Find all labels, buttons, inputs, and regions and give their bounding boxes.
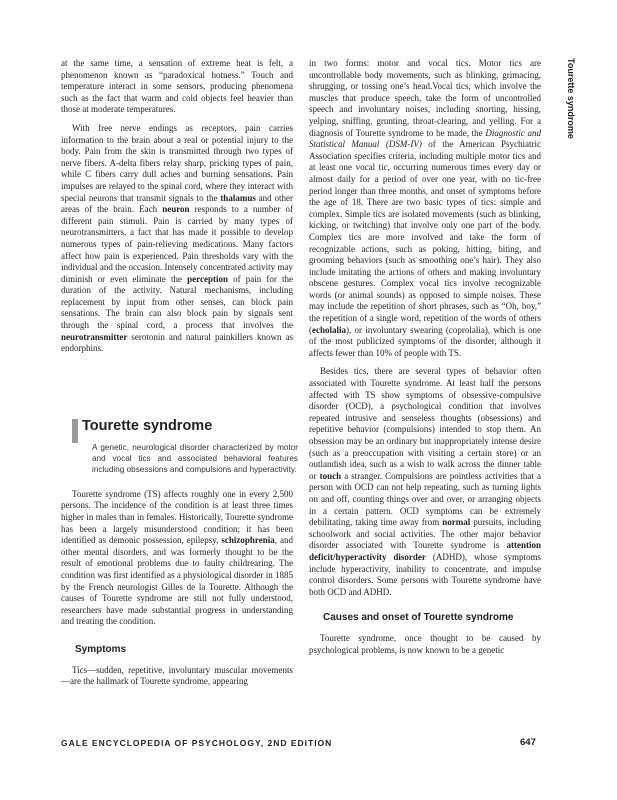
- text-run: serotonin and natural painkillers known as endorphins.: [61, 331, 293, 354]
- page-number: 647: [520, 737, 536, 748]
- left-column: [61, 58, 293, 688]
- citation-dsm: Diagnostic and Statistical Manual (DSM-IV): [309, 127, 542, 150]
- right-column: [309, 58, 541, 656]
- text-run: Tourette syndrome (TS) affects roughly one in every 2,500 persons. The incidence of the condition is at least three times higher in males than in females. Historically, Tourette syndrome has been a largely misunderstood condition; it has been identified as demonic possession, epilepsy,: [61, 488, 293, 546]
- text-run: of the American Psychiatric Association specifies criteria, including multiple motor tics and at least one vocal tic, occurring numerous times every day or almost daily for a period of over one year, with no tic-free period longer than three months, and onset of symptoms before the age of 18. There are two basic types of tics: simple and complex. Simple tics are isolated movements (such as blinking, kicking, or twitching) that involve only one part of the body. Complex tics are more involved and take the form of recognizable actions, such as poking, hitting, biting, and grooming behaviors (such as smoothing one’s hair). They also include imitating the actions of others and making involuntary obscene gestures. Complex vocal tics involve recognizable words (or animal sounds) as opposed to simple noises. These may include the repetition of short phrases, such as “Oh, boy,” the repetition of a single word, repetition of the words of others (: [309, 139, 542, 335]
- paragraph-causes: Tourette syndrome, once thought to be caused by psychological problems, is now known to be a genetic: [309, 632, 541, 655]
- text-run: ), or involuntary swearing (coprolalia), which is one of the most publicized symptoms of the disorder, although it affects fewer than 10% of people with TS.: [309, 324, 541, 358]
- feature-accent-bar: [72, 419, 78, 443]
- paragraph-pain: [61, 123, 293, 355]
- feature-title: Tourette syndrome: [82, 418, 213, 434]
- running-head-tab: [562, 58, 576, 148]
- text-run: pursuits, including schoolwork and social activities. The other major behavior disorder associated with Tourette syndrome is: [309, 517, 542, 551]
- text-run: and other areas of the brain. Each: [61, 192, 293, 215]
- keyword-schizophrenia: schizophrenia: [221, 535, 275, 546]
- footer-title: GALE ENCYCLOPEDIA OF PSYCHOLOGY, 2ND EDITION: [61, 738, 333, 748]
- paragraph-ocd: [309, 366, 541, 598]
- keyword-echolalia: echolalia: [312, 324, 346, 335]
- keyword-touch: touch: [319, 470, 342, 481]
- text-run: in two forms: motor and vocal tics. Motor tics are uncontrollable body movements, such as blinking, grimacing, shrugging, or tossing one’s head.Vocal tics, which involve the muscles that produce speech, take the form of uncontrolled speech and involuntary noises, including snorting, hissing, yelping, sniffing, grunting, throat-clearing, and yelling. For a diagnosis of Tourette syndrome to be made, the: [309, 58, 541, 138]
- paragraph-ts-intro: [61, 489, 293, 628]
- text-run: of pain for the duration of the activity. Natural mechanisms, including replacement by input from other senses, can block pain sensations. The brain can also block pain by signals sent through the spinal cord, a process that involves the: [61, 273, 293, 331]
- keyword-perception: perception: [187, 273, 228, 284]
- keyword-neurotransmitter: neurotransmitter: [61, 331, 128, 342]
- text-run: With free nerve endings as receptors, pain carries information to the brain about a real or potential injury to the body. Pain from the skin is transmitted through two types of nerve fibers. A-delta fibers relay sharp, pricking types of pain, while C fibers carry dull aches and burning sensations. Pain impulses are relayed to the spinal cord, where they interact with special neurons that transmit signals to the: [61, 122, 293, 203]
- paragraph-tics: Tics—sudden, repetitive, involuntary muscular movements—are the hallmark of Tourette syndrome, appearing: [61, 664, 293, 687]
- text-run: Besides tics, there are several types of behavior often associated with Tourette syndrome. At least half the persons affected with TS show symptoms of obsessive-compulsive disorder (OCD), a psychological condition that involves repeated intrusive and senseless thoughts (obsessions) and repetitive behavior (compulsions) intended to stop them. An obsession may be an ordinary but inappropriately intense desire (such as a preoccupation with visiting a certain store) or an outlandish idea, such as a wish to walk across the dinner table or: [309, 366, 541, 481]
- heading-causes: Causes and onset of Tourette syndrome: [323, 612, 514, 624]
- text-run: responds to a number of different pain stimuli. Pain is carried by many types of neurotransmitters, a fact that has made it possible to develop numerous types of pain-relieving medications. Many factors affect how pain is experienced. Pain thresholds vary with the individual and the occasion. Intensely concentrated activity may diminish or even eliminate the: [61, 204, 293, 284]
- feature-box: [78, 418, 298, 483]
- keyword-neuron: neuron: [162, 204, 190, 215]
- text-run: (ADHD), whose symptoms include hyperactivity, inability to concentrate, and impulse control disorders. Some persons with Tourette syndrome have both OCD and ADHD.: [309, 551, 541, 597]
- text-run: a stranger. Compulsions are pointless activities that a person with OCD can not help repeating, such as turning lights on and off, counting things over and over, or arranging objects in a certain pattern. OCD symptoms can be extremely debilitating, taking time away from: [309, 470, 541, 528]
- paragraph-temperature: at the same time, a sensation of extreme heat is felt, a phenomenon known as “paradoxical hotness.” Touch and temperature interact in some sensors, producing phenomena such as the fact that warm and cold objects feel heavier than those at moderate temperatures.: [61, 58, 293, 115]
- feature-definition: A genetic, neurological disorder characterized by motor and vocal tics and associated behavioral features including obsessions and compulsions and hyperactivity.: [92, 443, 298, 475]
- paragraph-tic-types: [309, 58, 541, 359]
- keyword-thalamus: thalamus: [220, 192, 256, 203]
- keyword-normal: normal: [442, 517, 471, 528]
- running-head-text: Tourette syndrome: [566, 58, 576, 139]
- text-run: , and other mental disorders, and was formerly thought to be the result of emotional problems due to faulty childrearing. The condition was first identified as a physiological disorder in 1885 by the French neurologist Gilles de la Tourette. Although the causes of Tourette syndrome are still not fully understood, researchers have made substantial progress in understanding and treating the condition.: [61, 535, 293, 627]
- keyword-adhd: attention deficit/hyperactivity disorder: [309, 540, 541, 562]
- heading-symptoms: Symptoms: [75, 643, 127, 655]
